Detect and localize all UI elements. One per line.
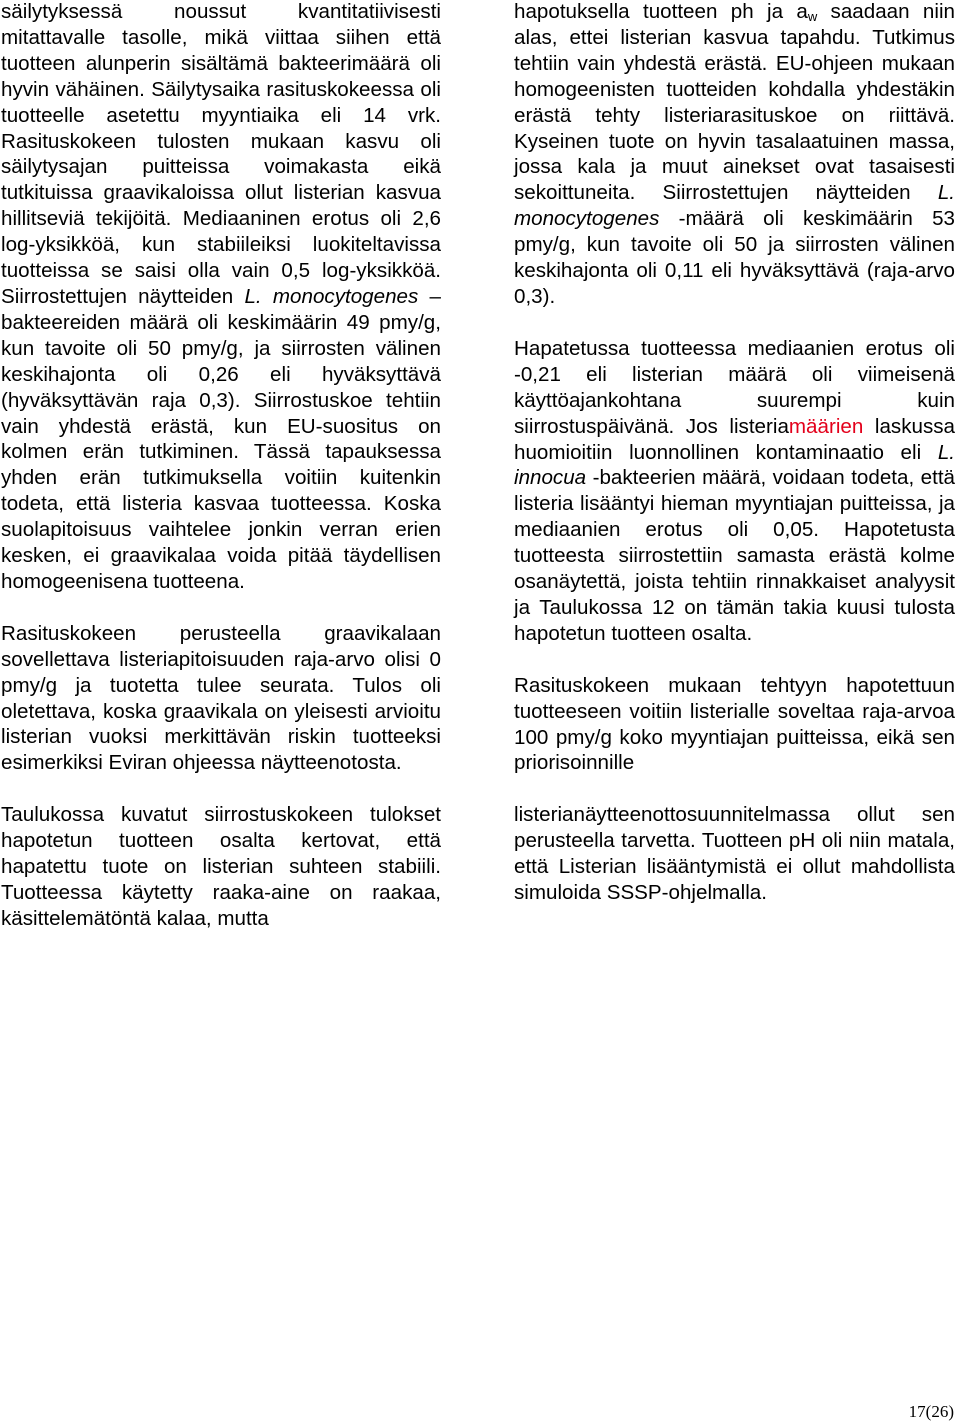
paragraph: Rasituskokeen mukaan tehtyyn hapotettuun tuotteeseen voitiin listerialle soveltaa raja-arvoa 100 pmy/g koko myyntiajan puitteissa, eikä sen priorisoinnille bbox=[514, 673, 955, 775]
species-name: L. monocytogenes bbox=[244, 284, 419, 308]
highlighted-text: määrien bbox=[788, 414, 864, 438]
paragraph: hapotuksella tuotteen ph ja $a_w$ saadaan niin alas, ettei listerian kasvua tapahdu. Tutkimus tehtiin vain yhdestä erästä. EU-ohjeen mukaan homogeenisten tuotteiden kohdalla yhdestäkin erästä tehty listeriarasituskoe on riittävä. Kyseinen tuote on hyvin tasalaatuinen massa, jossa kala ja muut ainekset ovat tasaisesti sekoittuneita. Siirrostettujen näytteiden L. monocytogenes -määrä oli keskimäärin 53 pmy/g, kun tavoite oli 50 ja siirrosten välinen keskihajonta oli 0,11 eli hyväksyttävä (raja-arvo 0,3). bbox=[514, 0, 955, 308]
species-name: L. monocytogenes bbox=[514, 181, 955, 231]
paragraph: Taulukossa kuvatut siirrostuskokeen tulokset hapotetun tuotteen osalta kertovat, että hapatettu tuote on listerian suhteen stabiili. Tuotteessa käytetty raaka-aine on raakaa, käsittelemätöntä kalaa, mutta bbox=[1, 803, 441, 930]
paragraph: listerianäytteenottosuunnitelmassa ollut sen perusteella tarvetta. Tuotteen pH oli niin matala, että Listerian lisääntymistä ei ollut mahdollista simuloida SSSP-ohjelmalla. bbox=[514, 803, 955, 905]
left-column bbox=[1, 0, 441, 958]
species-name: L. innocua bbox=[514, 440, 955, 490]
water-activity-subscript: w bbox=[807, 9, 818, 24]
paragraph: Rasituskokeen perusteella graavikalaan sovellettava listeriapitoisuuden raja-arvo olisi 0 pmy/g ja tuotetta tulee seurata. Tulos oli oletettava, koska graavikala on yleisesti arvioitu listerian vuoksi merkittävän riskin tuotteeksi esimerkiksi Eviran ohjeessa näytteenotosta. bbox=[1, 621, 441, 775]
page-number: 17(26) bbox=[908, 1402, 954, 1421]
right-column bbox=[514, 0, 955, 932]
paragraph: Hapatetussa tuotteessa mediaanien erotus oli -0,21 eli listerian määrä oli viimeisenä käyttöajankohtana suurempi kuin siirrostuspäivänä. Jos listeriamäärien laskussa huomioitiin luonnollinen kontaminaatio eli L. innocua -bakteerien määrä, voidaan todeta, että listeria lisääntyi hieman myyntiajan puitteissa, ja mediaanien erotus oli 0,05. Hapotetusta tuotteesta siirrostettiin samasta erästä kolme osanäytettä, joista tehtiin rinnakkaiset analyysit ja Taulukossa 12 on tämän takia kuusi tulosta hapotetun tuotteen osalta. bbox=[514, 336, 955, 645]
paragraph: säilytyksessä noussut kvantitatiivisesti mitattavalle tasolle, mikä viittaa siihen että tuotteen alunperin sisältämä bakteerimäärä oli hyvin vähäinen. Säilytysaika rasituskokeessa oli tuotteelle asetettu myyntiaika eli 14 vrk. Rasituskokeen tulosten mukaan kasvu oli säilytysajan puitteissa voimakasta eikä tutkituissa graavikaloissa ollut listerian kasvua hillitseviä tekijöitä. Mediaaninen erotus oli 2,6 log-yksikköä, kun stabiileiksi luokiteltavissa tuotteissa se saisi olla vain 0,5 log-yksikköä. Siirrostettujen näytteiden L. monocytogenes –bakteereiden määrä oli keskimäärin 49 pmy/g, kun tavoite oli 50 pmy/g, ja siirrosten välinen keskihajonta oli 0,26 eli hyväksyttävä (hyväksyttävän raja 0,3). Siirrostuskoe tehtiin vain yhdestä erästä, kun EU-suositus on kolmen erän tutkiminen. Tässä tapauksessa yhden erän tutkimuksella voitiin kuitenkin todeta, että listeria kasvaa tuotteessa. Koska suolapitoisuus vaihtelee jonkin verran erien kesken, ei graavikalaa voida pitää täydellisen homogeenisena tuotteena. bbox=[1, 0, 441, 593]
